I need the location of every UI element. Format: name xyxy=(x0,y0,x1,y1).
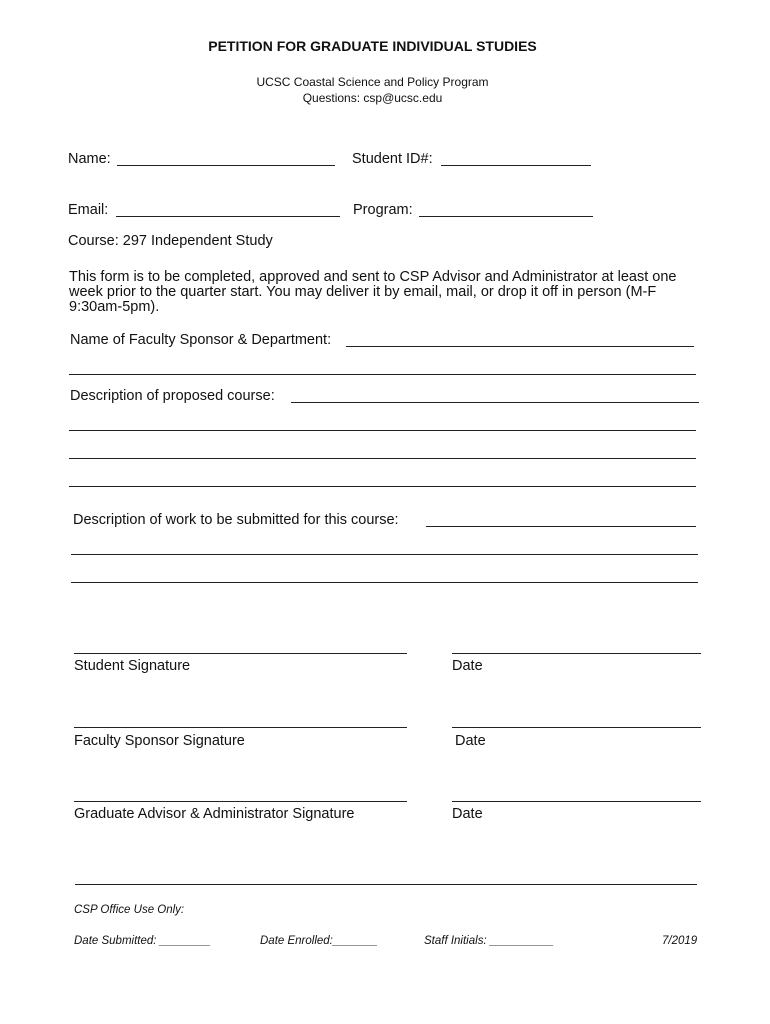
program-label: Program: xyxy=(353,202,413,218)
proposed-course-field-line-2[interactable] xyxy=(69,430,696,431)
advisor-signature-line[interactable] xyxy=(74,801,407,802)
date-submitted-field: Date Submitted: ________ xyxy=(74,935,211,947)
contact-email: Questions: csp@ucsc.edu xyxy=(302,91,443,105)
faculty-date-label: Date xyxy=(455,733,486,749)
faculty-signature-line[interactable] xyxy=(74,727,407,728)
work-submitted-field-line-2[interactable] xyxy=(71,554,698,555)
program-name: UCSC Coastal Science and Policy Program xyxy=(256,75,489,89)
proposed-course-field-line-4[interactable] xyxy=(69,486,696,487)
advisor-date-line[interactable] xyxy=(452,801,701,802)
student-signature-line[interactable] xyxy=(74,653,407,654)
student-signature-label: Student Signature xyxy=(74,658,191,674)
faculty-sponsor-field[interactable] xyxy=(346,346,694,347)
form-version: 7/2019 xyxy=(662,935,698,947)
work-submitted-field-line-3[interactable] xyxy=(71,582,698,583)
faculty-signature-label: Faculty Sponsor Signature xyxy=(74,733,245,749)
course-line: Course: 297 Independent Study xyxy=(68,233,273,249)
name-field[interactable] xyxy=(117,165,335,166)
office-use-heading: CSP Office Use Only: xyxy=(74,904,185,916)
date-enrolled-field: Date Enrolled:_______ xyxy=(260,935,378,947)
work-submitted-label: Description of work to be submitted for this course: xyxy=(73,512,399,528)
name-label: Name: xyxy=(68,151,111,167)
faculty-sponsor-field-line-2[interactable] xyxy=(69,374,696,375)
advisor-date-label: Date xyxy=(452,806,483,822)
form-title: PETITION FOR GRADUATE INDIVIDUAL STUDIES xyxy=(208,38,537,54)
faculty-date-line[interactable] xyxy=(452,727,701,728)
program-field[interactable] xyxy=(419,216,593,217)
student-date-line[interactable] xyxy=(452,653,701,654)
student-id-label: Student ID#: xyxy=(352,151,433,167)
student-id-field[interactable] xyxy=(441,165,591,166)
proposed-course-field[interactable] xyxy=(291,402,699,403)
student-date-label: Date xyxy=(452,658,483,674)
email-label: Email: xyxy=(68,202,109,218)
advisor-signature-label: Graduate Advisor & Administrator Signature xyxy=(74,806,355,822)
faculty-sponsor-label: Name of Faculty Sponsor & Department: xyxy=(70,332,332,348)
proposed-course-label: Description of proposed course: xyxy=(70,388,275,404)
work-submitted-field[interactable] xyxy=(426,526,696,527)
proposed-course-field-line-3[interactable] xyxy=(69,458,696,459)
email-field[interactable] xyxy=(116,216,340,217)
instructions-paragraph: This form is to be completed, approved and sent to CSP Advisor and Administrator at least one week prior to the quarter start. You may deliver it by email, mail, or drop it off in person (M-F 9:30am-5pm). xyxy=(69,269,677,315)
office-divider xyxy=(75,884,697,885)
staff-initials-field: Staff Initials: __________ xyxy=(424,935,554,947)
